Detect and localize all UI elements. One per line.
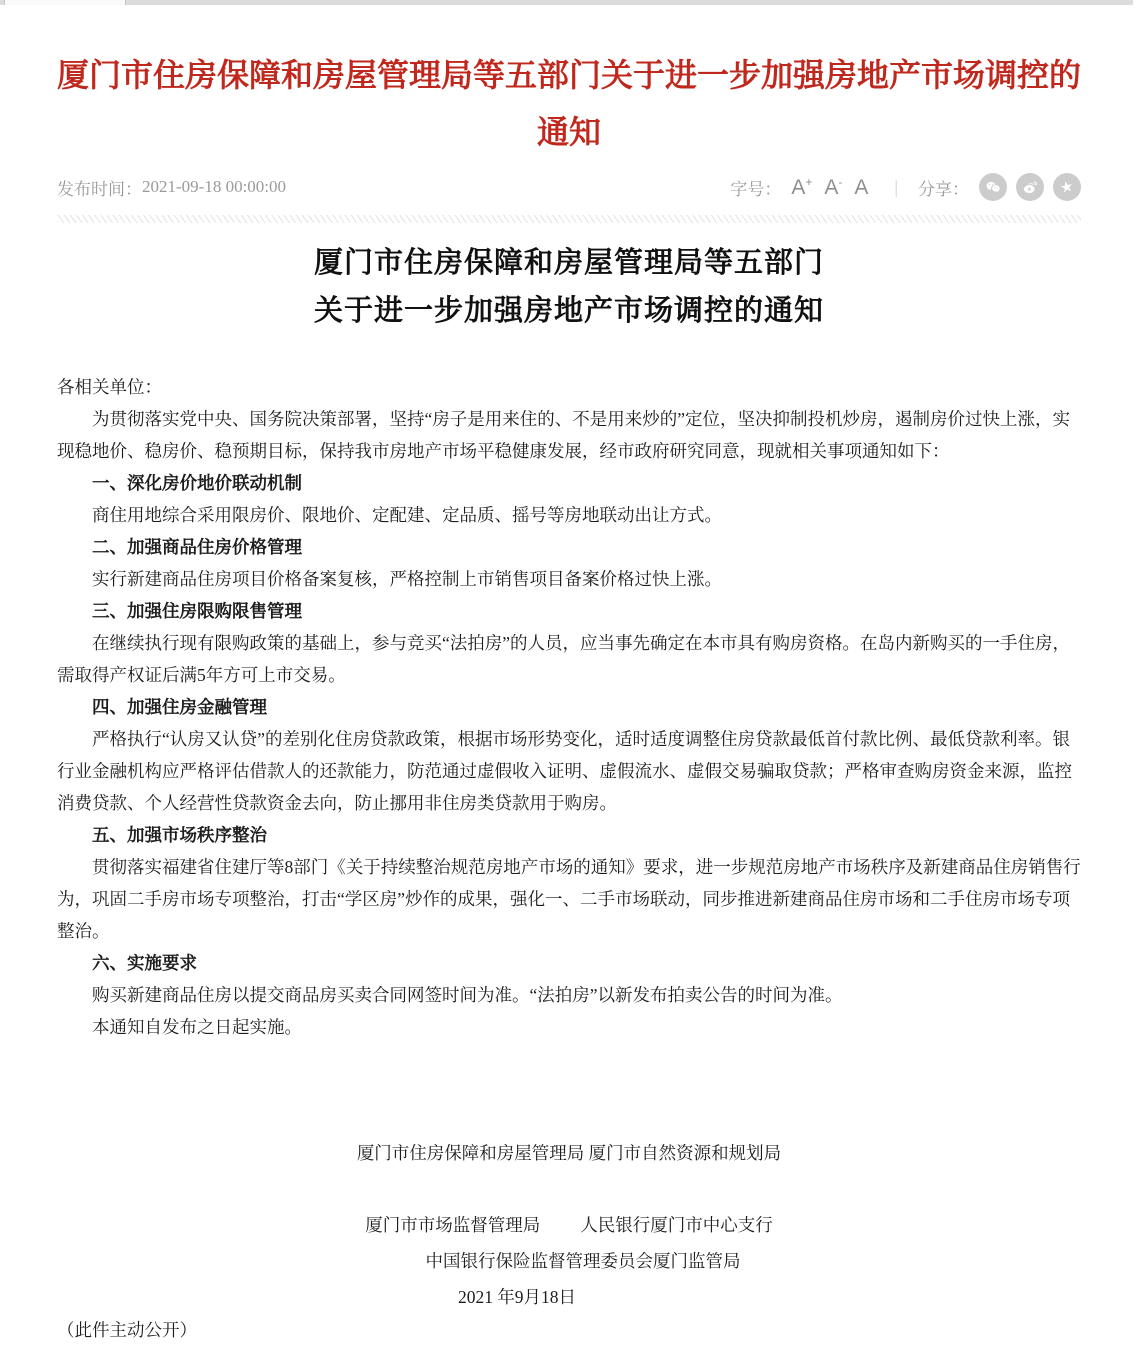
document-date: 2021 年9月18日 — [457, 1287, 577, 1307]
share-qzone-button[interactable] — [1053, 173, 1081, 201]
document-heading-line1: 厦门市住房保障和房屋管理局等五部门 — [313, 247, 824, 279]
signature-block — [57, 1135, 1081, 1315]
intro-paragraph: 为贯彻落实党中央、国务院决策部署，坚持“房子是用来住的、不是用来炒的”定位，坚决抑制投机炒房，遏制房价过快上涨，实现稳地价、稳房价、稳预期目标，保持我市房地产市场平稳健康发展，经市政府研究同意，现就相关事项通知如下： — [57, 409, 1071, 461]
salutation: 各相关单位： — [57, 377, 162, 397]
article-page — [57, 47, 1081, 1346]
publish-time — [57, 175, 286, 200]
signature-line-3: 中国银行保险监督管理委员会厦门监管局 — [425, 1251, 741, 1271]
signature-spacer — [57, 1171, 1081, 1207]
section-5-paragraph: 贯彻落实福建省住建厅等8部门《关于持续整治规范房地产市场的通知》要求，进一步规范房地产市场秩序及新建商品住房销售行为，巩固二手房市场专项整治，打击“学区房”炒作的成果，强化一、二手市场联动，同步推进新建商品住房市场和二手住房市场专项整治。 — [57, 857, 1081, 941]
publish-time-label: 发布时间： — [57, 179, 142, 199]
signature-line-2-left: 厦门市市场监督管理局 — [365, 1215, 541, 1235]
page-title: 厦门市住房保障和房屋管理局等五部门关于进一步加强房地产市场调控的通知 — [57, 57, 1082, 150]
section-5-heading: 五、加强市场秩序整治 — [92, 825, 267, 845]
weibo-icon — [1021, 178, 1039, 196]
font-decrease-button[interactable]: A- — [824, 175, 843, 199]
signature-line-1: 厦门市住房保障和房屋管理局 厦门市自然资源和规划局 — [356, 1143, 782, 1163]
section-2-heading: 二、加强商品住房价格管理 — [92, 537, 302, 557]
vertical-separator: | — [894, 176, 898, 197]
qzone-star-icon: ★ — [1058, 176, 1076, 197]
browser-edge-notch — [1133, 0, 1138, 5]
share-wechat-button[interactable] — [979, 173, 1007, 201]
hatched-divider — [57, 215, 1081, 223]
disclosure-note: （此件主动公开） — [57, 1320, 197, 1340]
section-6-paragraph-2: 本通知自发布之日起实施。 — [92, 1017, 302, 1037]
publish-time-value: 2021-09-18 00:00:00 — [142, 177, 287, 196]
share-label: 分享： — [918, 179, 969, 199]
section-3-paragraph: 在继续执行现有限购政策的基础上，参与竞买“法拍房”的人员，应当事先确定在本市具有购房资格。在岛内新购买的一手住房，需取得产权证后满5年方可上市交易。 — [57, 633, 1071, 685]
signature-line-2 — [57, 1207, 1081, 1243]
font-reset-button[interactable]: A — [854, 175, 869, 199]
document-heading-line2: 关于进一步加强房地产市场调控的通知 — [313, 295, 824, 327]
section-1-paragraph: 商住用地综合采用限房价、限地价、定配建、定品质、摇号等房地联动出让方式。 — [92, 505, 722, 525]
wechat-icon — [984, 178, 1002, 196]
section-1-heading: 一、深化房价地价联动机制 — [92, 473, 302, 493]
section-4-heading: 四、加强住房金融管理 — [92, 697, 267, 717]
section-4-paragraph: 严格执行“认房又认贷”的差别化住房贷款政策，根据市场形势变化，适时适度调整住房贷款最低首付款比例、最低贷款利率。银行业金融机构应严格评估借款人的还款能力，防范通过虚假收入证明、虚假流水、虚假交易骗取贷款；严格审查购房资金来源，监控消费贷款、个人经营性贷款资金去向，防止挪用非住房类贷款用于购房。 — [57, 729, 1072, 813]
share-weibo-button[interactable] — [1016, 173, 1044, 201]
font-size-label: 字号： — [730, 179, 782, 199]
section-2-paragraph: 实行新建商品住房项目价格备案复核，严格控制上市销售项目备案价格过快上涨。 — [92, 569, 722, 589]
section-3-heading: 三、加强住房限购限售管理 — [92, 601, 302, 621]
browser-edge-strip — [0, 0, 1138, 5]
font-increase-button[interactable]: A+ — [791, 175, 813, 199]
document-body — [57, 371, 1081, 1043]
section-6-heading: 六、实施要求 — [92, 953, 197, 973]
browser-edge-segment — [4, 0, 126, 5]
meta-bar — [57, 171, 1081, 203]
section-6-paragraph-1: 购买新建商品住房以提交商品房买卖合同网签时间为准。“法拍房”以新发布拍卖公告的时间为准。 — [92, 985, 843, 1005]
document-heading — [57, 239, 1081, 335]
signature-line-2-right: 人民银行厦门市中心支行 — [580, 1215, 773, 1235]
